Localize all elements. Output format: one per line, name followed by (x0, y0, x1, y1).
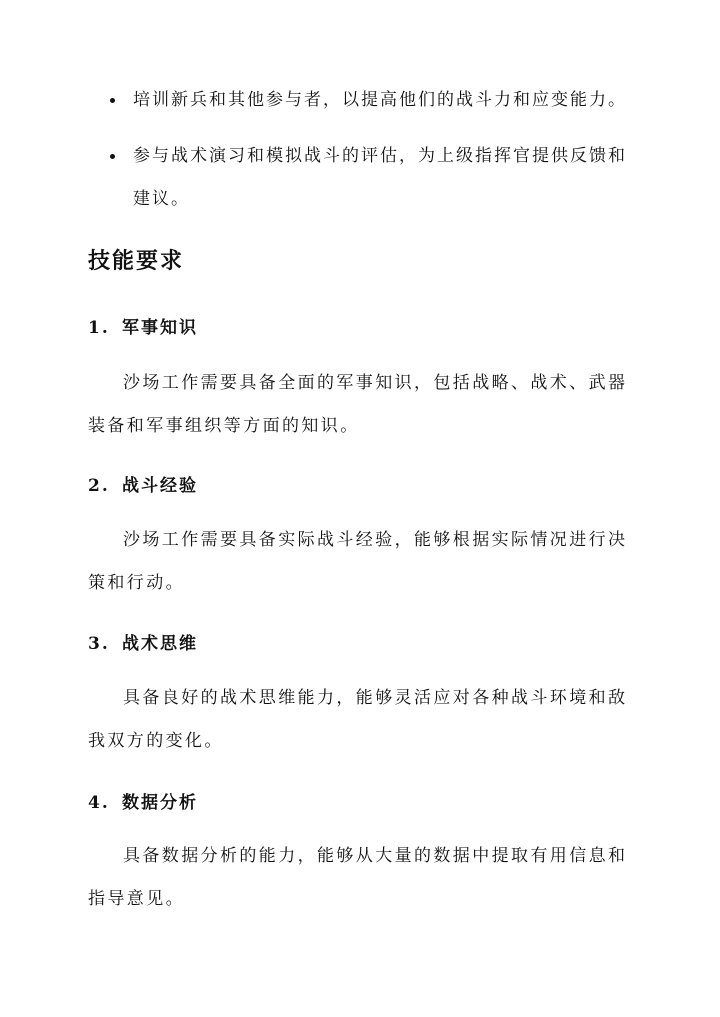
skill-number: 2. (88, 476, 110, 496)
skill-description: 沙场工作需要具备实际战斗经验，能够根据实际情况进行决策和行动。 (88, 530, 628, 593)
skill-heading (88, 788, 198, 813)
skill-title: 军事知识 (122, 318, 198, 338)
skill-heading (88, 313, 198, 338)
bullet-text-line2: 建议。 (133, 189, 190, 209)
bullet-dot-icon (110, 154, 115, 159)
skill-description: 具备良好的战术思维能力，能够灵活应对各种战斗环境和敌我双方的变化。 (88, 688, 628, 751)
bullet-dot-icon (110, 98, 115, 103)
skill-title: 战斗经验 (122, 476, 198, 496)
skill-title: 数据分析 (122, 793, 198, 813)
skill-description: 沙场工作需要具备全面的军事知识，包括战略、战术、武器装备和军事组织等方面的知识。 (88, 373, 628, 436)
skill-number: 3. (88, 634, 110, 654)
skill-heading (88, 629, 198, 654)
skill-number: 1. (88, 318, 110, 338)
skill-number: 4. (88, 793, 110, 813)
bullet-text-line1: 参与战术演习和模拟战斗的评估，为上级指挥官提供反馈和 (133, 146, 627, 166)
section-title: 技能要求 (88, 248, 185, 274)
skill-heading (88, 471, 198, 496)
skill-description: 具备数据分析的能力，能够从大量的数据中提取有用信息和指导意见。 (88, 846, 628, 909)
skill-title: 战术思维 (122, 634, 198, 654)
bullet-text: 培训新兵和其他参与者，以提高他们的战斗力和应变能力。 (133, 90, 627, 110)
